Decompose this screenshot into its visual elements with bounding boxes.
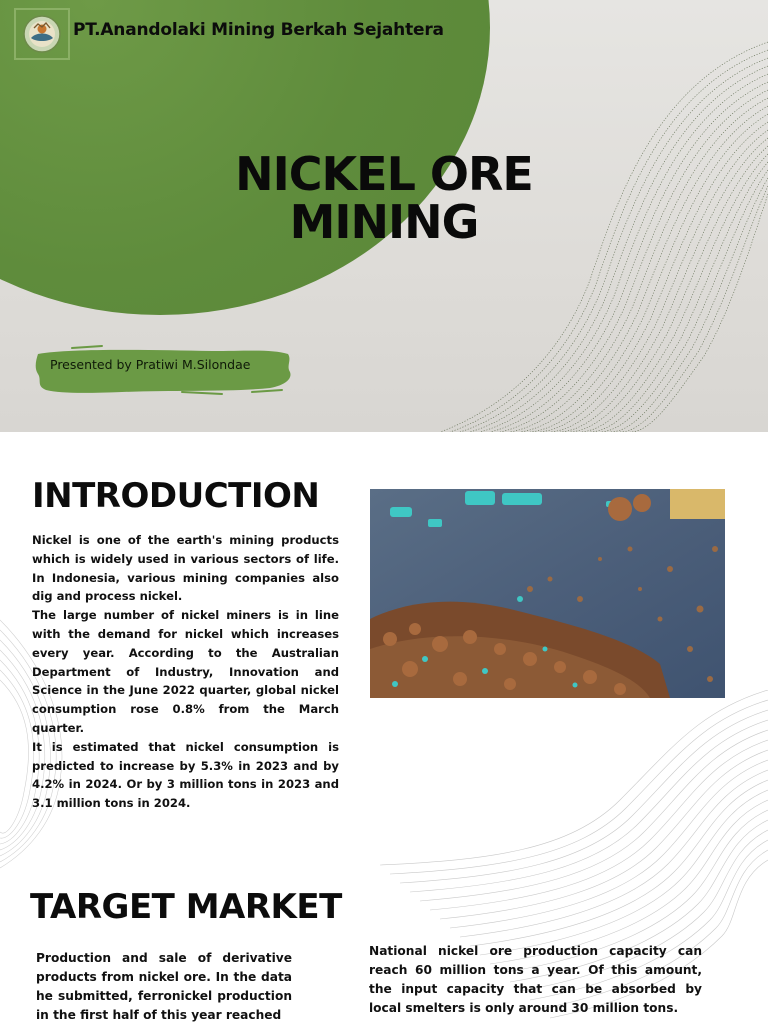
page-title [200, 147, 568, 249]
title-line-1: NICKEL ORE [235, 147, 533, 201]
company-name: PT.Anandolaki Mining Berkah Sejahtera [73, 20, 444, 40]
hero-banner [0, 0, 768, 432]
presenter-text: Presented by Pratiwi M.Silondae [50, 357, 251, 372]
title-line-2: MINING [289, 195, 479, 249]
intro-paragraph-3: It is estimated that nickel consumption is predicted to increase by 5.3% in 2023 and by 4.2% in 2024. Or by 3 million tons in 2023 and 3.1 million tons in 2024. [32, 739, 339, 811]
intro-paragraph-2: The large number of nickel miners is in line with the demand for nickel which increases every year. According to the Australian Department of Industry, Innovation and Science in the June 2022 quarter, global nickel consumption rose 0.8% from the March quarter. [32, 608, 339, 735]
company-logo [14, 8, 70, 60]
introduction-text [32, 531, 339, 813]
target-market-heading: TARGET MARKET [30, 887, 342, 927]
nickel-ore-photo [370, 489, 725, 698]
intro-paragraph-1: Nickel is one of the earth's mining products which is widely used in various sectors of life. In Indonesia, various mining companies also dig and process nickel. [32, 533, 339, 604]
introduction-heading: INTRODUCTION [32, 476, 320, 516]
presenter-badge [32, 340, 294, 398]
target-market-text-right: National nickel ore production capacity can reach 60 million tons a year. Of this amount, the input capacity that can be absorbed by local smelters is only around 30 million tons. [369, 944, 702, 1015]
target-market-text-left: Production and sale of derivative products from nickel ore. In the data he submitted, ferronickel production in the first half of this year reached [36, 951, 292, 1022]
company-logo-icon [22, 14, 62, 54]
